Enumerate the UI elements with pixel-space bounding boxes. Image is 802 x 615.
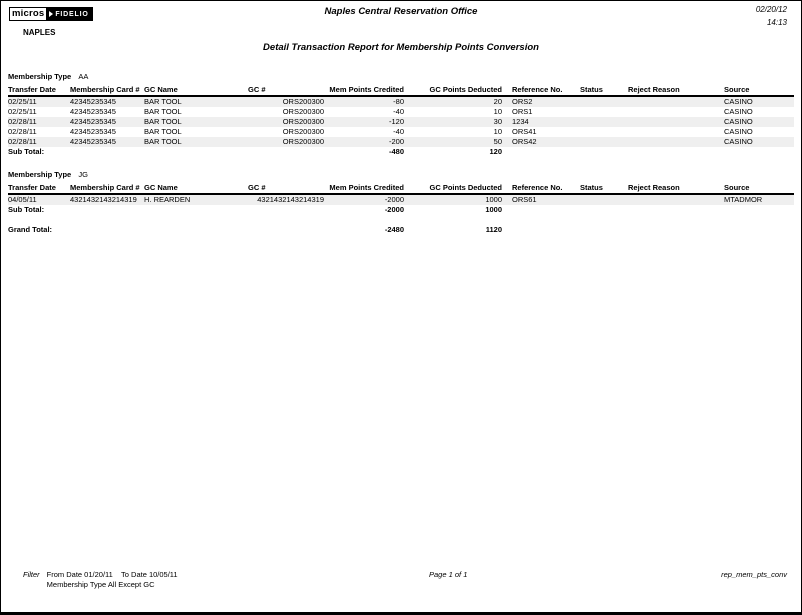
column-header-reference-no: Reference No.: [502, 180, 570, 194]
cell-mem-points-credited: -2000: [384, 195, 404, 204]
cell-transfer-date: 02/28/11: [8, 127, 37, 136]
cell-reject-reason: [618, 117, 714, 127]
cell-status: [570, 107, 618, 117]
column-header-mem-points-credited: Mem Points Credited: [324, 180, 404, 194]
cell-gc-points-deducted: 10: [493, 107, 502, 116]
grand-total-spacer: [502, 225, 794, 235]
cell-gc-number: ORS200300: [282, 97, 324, 106]
column-header-source: Source: [714, 82, 794, 96]
cell-gc-points-deducted: 30: [493, 117, 502, 126]
micros-logo-text: micros: [9, 7, 47, 21]
cell-reference-no: 1234: [512, 117, 529, 126]
cell-transfer-date: 02/28/11: [8, 137, 37, 146]
subtotal-row: [8, 205, 794, 215]
cell-mem-points-credited: -40: [393, 127, 404, 136]
cell-status: [570, 117, 618, 127]
subtotal-spacer: [502, 147, 794, 157]
filter-lines: [47, 570, 178, 590]
cell-mem-points-credited: -200: [388, 137, 404, 146]
report-header: [1, 1, 801, 67]
column-header-row: [8, 82, 794, 96]
cell-gc-points-deducted: 10: [493, 127, 502, 136]
cell-transfer-date: 04/05/11: [8, 195, 37, 204]
table-row: [8, 96, 794, 107]
membership-type-label: Membership Type: [8, 72, 72, 81]
table-row: [8, 107, 794, 117]
cell-gc-name: H. REARDEN: [144, 195, 191, 204]
cell-status: [570, 127, 618, 137]
cell-transfer-date: 02/25/11: [8, 97, 37, 106]
page-title: Detail Transaction Report for Membership Points Conversion: [263, 42, 539, 53]
column-header-gc-name: GC Name: [144, 180, 248, 194]
column-header-gc-points-deducted: GC Points Deducted: [404, 82, 502, 96]
cell-reference-no: ORS2: [512, 97, 533, 106]
fidelio-logo-text: FIDELIO: [55, 10, 89, 18]
subtotal-gc-points: 1000: [485, 205, 502, 214]
grand-total-row: [8, 225, 794, 235]
filter-membership-type: Membership Type All Except GC: [46, 580, 155, 589]
column-header-status: Status: [570, 82, 618, 96]
cell-membership-card-number: 42345235345: [70, 107, 116, 116]
table-row: [8, 117, 794, 127]
grand-total-label: Grand Total:: [8, 225, 53, 234]
column-header-membership-card-number: Membership Card #: [70, 180, 144, 194]
cell-gc-name: BAR TOOL: [144, 127, 182, 136]
membership-section: [8, 71, 794, 157]
subtotal-label: Sub Total:: [8, 147, 45, 156]
cell-status: [570, 96, 618, 107]
column-header-status: Status: [570, 180, 618, 194]
subtotal-spacer: [502, 205, 794, 215]
transaction-table: [8, 82, 794, 157]
cell-source: CASINO: [724, 107, 753, 116]
cell-gc-number: ORS200300: [282, 137, 324, 146]
run-date: 02/20/12: [755, 5, 787, 14]
cell-gc-name: BAR TOOL: [144, 97, 182, 106]
column-header-mem-points-credited: Mem Points Credited: [324, 82, 404, 96]
subtotal-label: Sub Total:: [8, 205, 45, 214]
cell-membership-card-number: 4321432143214319: [70, 195, 137, 204]
column-header-row: [8, 180, 794, 194]
report-id: rep_mem_pts_conv: [721, 570, 787, 579]
column-header-gc-points-deducted: GC Points Deducted: [404, 180, 502, 194]
membership-section: [8, 169, 794, 215]
cell-mem-points-credited: -120: [388, 117, 404, 126]
cell-reject-reason: [618, 127, 714, 137]
membership-type-line: [8, 71, 794, 82]
cell-source: MTADMOR: [724, 195, 763, 204]
filter-label: Filter: [23, 570, 40, 579]
cell-gc-points-deducted: 50: [493, 137, 502, 146]
column-header-reject-reason: Reject Reason: [618, 180, 714, 194]
cell-membership-card-number: 42345235345: [70, 127, 116, 136]
cell-gc-number: ORS200300: [282, 117, 324, 126]
column-header-membership-card-number: Membership Card #: [70, 82, 144, 96]
report-body: [1, 71, 801, 235]
cell-gc-number: ORS200300: [282, 107, 324, 116]
cell-transfer-date: 02/28/11: [8, 117, 37, 126]
column-header-reference-no: Reference No.: [502, 82, 570, 96]
run-time: 14:13: [766, 18, 787, 27]
filter-block: [23, 570, 178, 590]
cell-gc-points-deducted: 1000: [485, 195, 502, 204]
cell-gc-name: BAR TOOL: [144, 117, 182, 126]
membership-type-label: Membership Type: [8, 170, 72, 179]
column-header-gc-number: GC #: [248, 82, 324, 96]
cell-membership-card-number: 42345235345: [70, 137, 116, 146]
page-number: Page 1 of 1: [429, 570, 468, 579]
subtotal-row: [8, 147, 794, 157]
table-row: [8, 137, 794, 147]
membership-type-value: AA: [78, 72, 89, 81]
cell-membership-card-number: 42345235345: [70, 97, 116, 106]
cell-reference-no: ORS61: [512, 195, 537, 204]
membership-type-line: [8, 169, 794, 180]
property-name: NAPLES: [23, 28, 56, 37]
column-header-gc-name: GC Name: [144, 82, 248, 96]
cell-gc-name: BAR TOOL: [144, 137, 182, 146]
cell-reference-no: ORS42: [512, 137, 537, 146]
column-header-gc-number: GC #: [248, 180, 324, 194]
cell-transfer-date: 02/25/11: [8, 107, 37, 116]
subtotal-gc-points: 120: [489, 147, 502, 156]
office-title: Naples Central Reservation Office: [324, 6, 478, 17]
column-header-reject-reason: Reject Reason: [618, 82, 714, 96]
filter-date-range: From Date 01/20/11 To Date 10/05/11: [46, 570, 178, 579]
table-row: [8, 127, 794, 137]
cell-reject-reason: [618, 194, 714, 205]
cell-reference-no: ORS41: [512, 127, 537, 136]
cell-status: [570, 137, 618, 147]
column-header-source: Source: [714, 180, 794, 194]
membership-sections: [8, 71, 794, 215]
cell-gc-number: ORS200300: [282, 127, 324, 136]
cell-reject-reason: [618, 137, 714, 147]
cell-status: [570, 194, 618, 205]
cell-gc-points-deducted: 20: [493, 97, 502, 106]
transaction-table: [8, 180, 794, 215]
grand-total-gc-points: 1120: [485, 225, 503, 234]
cell-source: CASINO: [724, 117, 753, 126]
subtotal-mem-points: -2000: [384, 205, 404, 214]
cell-mem-points-credited: -40: [393, 107, 404, 116]
cell-gc-name: BAR TOOL: [144, 107, 182, 116]
cell-gc-number: 4321432143214319: [257, 195, 324, 204]
cell-source: CASINO: [724, 137, 753, 146]
grand-total-mem-points: -2480: [384, 225, 405, 234]
cell-source: CASINO: [724, 127, 753, 136]
cell-membership-card-number: 42345235345: [70, 117, 116, 126]
table-row: [8, 194, 794, 205]
cell-mem-points-credited: -80: [393, 97, 404, 106]
grand-total-table: [8, 225, 794, 235]
cell-reject-reason: [618, 96, 714, 107]
cell-reference-no: ORS1: [512, 107, 533, 116]
cell-reject-reason: [618, 107, 714, 117]
column-header-transfer-date: Transfer Date: [8, 180, 70, 194]
column-header-transfer-date: Transfer Date: [8, 82, 70, 96]
membership-type-value: JG: [78, 170, 88, 179]
subtotal-mem-points: -480: [388, 147, 404, 156]
cell-source: CASINO: [724, 97, 753, 106]
